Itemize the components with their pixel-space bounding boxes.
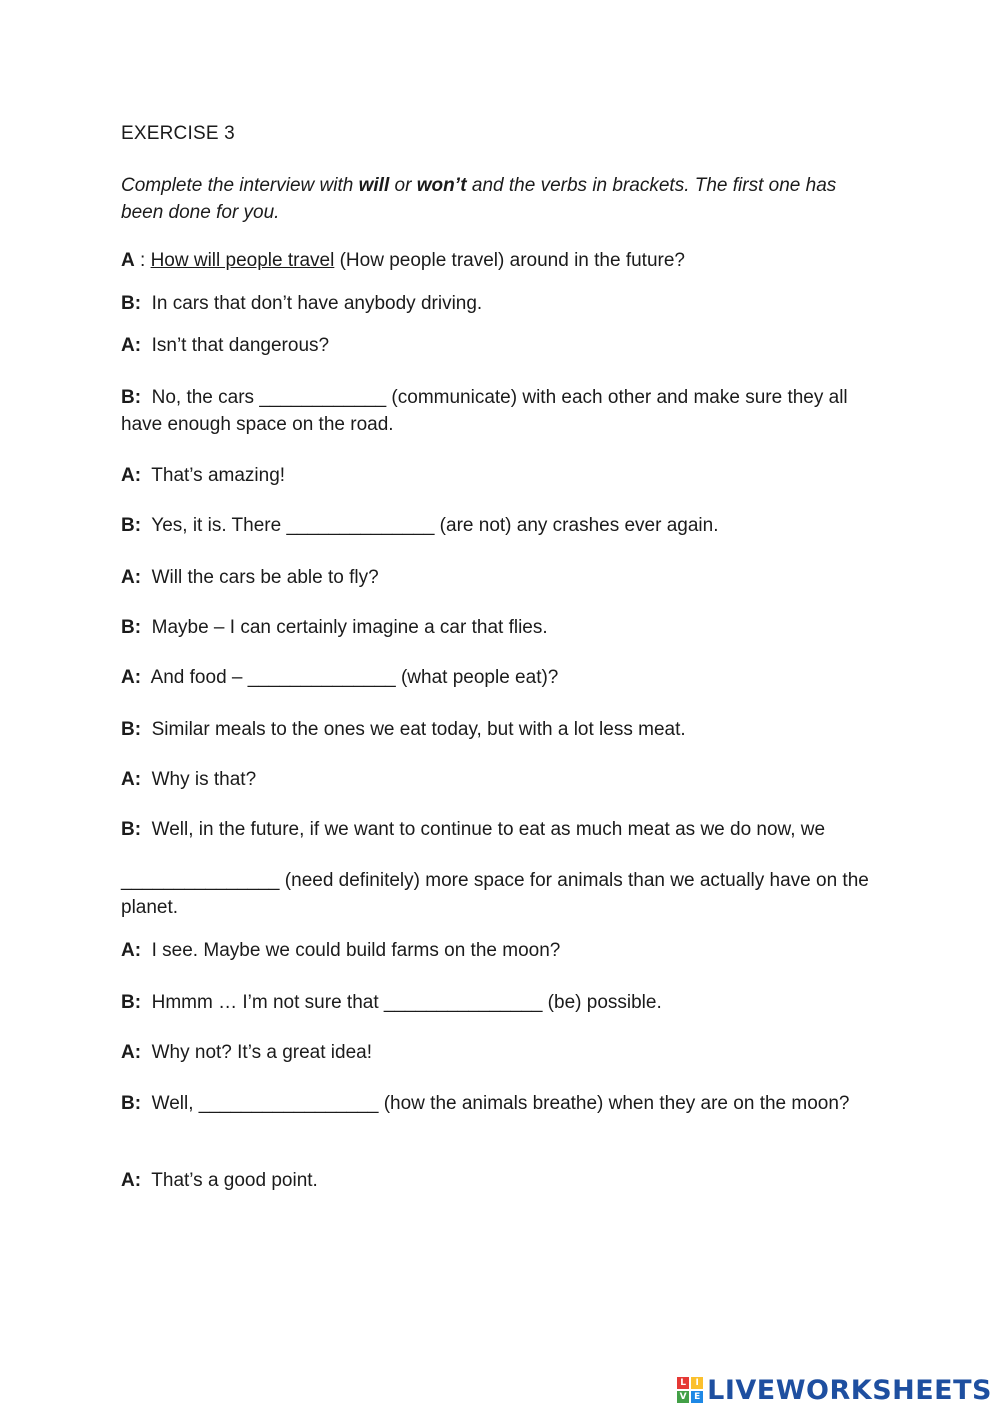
line-text: In cars that don’t have anybody driving. (141, 293, 483, 314)
liveworksheets-logo (677, 1375, 992, 1405)
line-text: Will the cars be able to fly? (141, 567, 379, 588)
answer-blank-6[interactable]: _________________ (198, 1093, 379, 1114)
dialogue-line-18 (121, 1167, 881, 1194)
dialogue-line-7 (121, 564, 881, 591)
speaker-label: A: (121, 667, 142, 688)
line-text-after: (what people eat)? (395, 667, 559, 688)
instructions-text-end: and the verbs in brackets. The first one has been done for you. (121, 175, 837, 223)
speaker-label: A: (121, 1170, 142, 1191)
line-text: Isn’t that dangerous? (141, 335, 330, 356)
speaker-label: B: (121, 1093, 142, 1114)
logo-letter: I (691, 1377, 703, 1389)
instructions-text: Complete the interview with (121, 175, 359, 196)
dialogue-line-10 (121, 716, 881, 743)
line-text-after: (be) possible. (542, 992, 662, 1013)
dialogue-line-15 (121, 989, 881, 1016)
example-answer: How will people travel (150, 250, 335, 271)
line-text-after: (need definitely) more space for animals than we actually have on the planet. (121, 870, 875, 918)
instructions (121, 172, 881, 226)
speaker-label: A (121, 250, 135, 271)
speaker-label: A: (121, 940, 142, 961)
instructions-wont: won’t (416, 175, 467, 196)
dialogue-line-11 (121, 766, 881, 793)
dialogue-line-17 (121, 1090, 881, 1117)
dialogue-line-16 (121, 1039, 881, 1066)
answer-blank-1[interactable]: ____________ (259, 387, 387, 408)
answer-blank-5[interactable]: _______________ (383, 992, 543, 1013)
line-text: Well, in the future, if we want to continue to eat as much meat as we do now, we (141, 819, 826, 840)
line-text: Yes, it is. There (141, 515, 287, 536)
line-text: Similar meals to the ones we eat today, but with a lot less meat. (141, 719, 686, 740)
dialogue-line-13 (121, 867, 881, 921)
speaker-label: B: (121, 515, 142, 536)
line-text: (How people travel) around in the future? (334, 250, 685, 271)
dialogue-line-14 (121, 937, 881, 964)
line-text: Hmmm … I’m not sure that (141, 992, 384, 1013)
logo-letter: E (691, 1391, 703, 1403)
dialogue-line-5 (121, 462, 881, 489)
speaker-label: A: (121, 1042, 142, 1063)
line-text: No, the cars (141, 387, 260, 408)
dialogue-line-1 (121, 247, 881, 274)
instructions-or: or (389, 175, 417, 196)
dialogue-line-2 (121, 290, 881, 317)
logo-letter: V (677, 1391, 689, 1403)
speaker-label: B: (121, 293, 142, 314)
speaker-separator: : (134, 250, 151, 271)
instructions-will: will (358, 175, 390, 196)
speaker-label: B: (121, 819, 142, 840)
line-text-after: (communicate) with each other and make sure they all have enough space on the road. (121, 387, 853, 435)
dialogue-line-9 (121, 664, 881, 691)
line-text: And food – (141, 667, 248, 688)
speaker-label: B: (121, 617, 142, 638)
dialogue-line-8 (121, 614, 881, 641)
line-text-after: (how the animals breathe) when they are on the moon? (378, 1093, 850, 1114)
answer-blank-2[interactable]: ______________ (286, 515, 435, 536)
speaker-label: B: (121, 719, 142, 740)
answer-blank-3[interactable]: ______________ (247, 667, 396, 688)
line-text: Maybe – I can certainly imagine a car that flies. (141, 617, 548, 638)
line-text-after: (are not) any crashes ever again. (434, 515, 719, 536)
line-text: Well, (141, 1093, 199, 1114)
speaker-label: A: (121, 567, 142, 588)
line-text: I see. Maybe we could build farms on the moon? (141, 940, 561, 961)
dialogue-line-4 (121, 384, 881, 438)
speaker-label: B: (121, 992, 142, 1013)
dialogue-line-6 (121, 512, 881, 539)
speaker-label: A: (121, 769, 142, 790)
dialogue-line-3 (121, 332, 881, 359)
line-text: Why not? It’s a great idea! (141, 1042, 373, 1063)
line-text: Why is that? (141, 769, 257, 790)
logo-text: LIVEWORKSHEETS (707, 1374, 992, 1406)
exercise-title: EXERCISE 3 (121, 123, 235, 144)
logo-mark-icon (677, 1377, 703, 1403)
speaker-label: A: (121, 335, 142, 356)
line-text: That’s a good point. (141, 1170, 318, 1191)
line-text: That’s amazing! (141, 465, 286, 486)
logo-letter: L (677, 1377, 689, 1389)
answer-blank-4[interactable]: _______________ (121, 870, 280, 891)
speaker-label: A: (121, 465, 142, 486)
dialogue-line-12 (121, 816, 881, 843)
speaker-label: B: (121, 387, 142, 408)
